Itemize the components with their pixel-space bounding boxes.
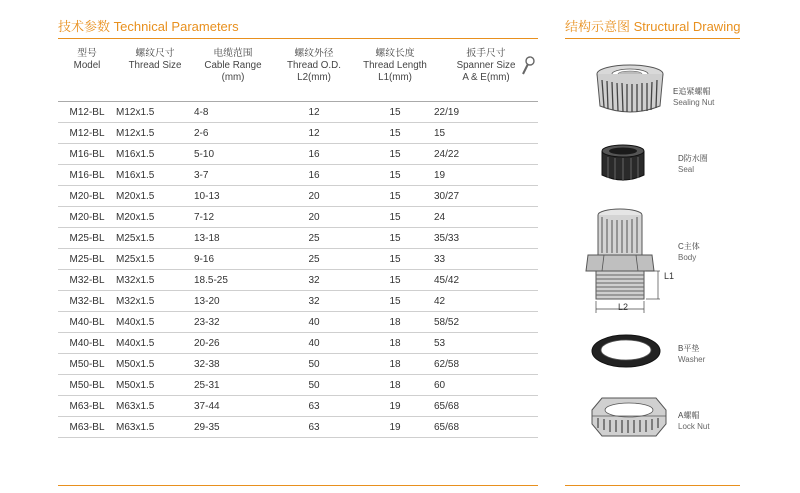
body-caption: C主体 Body (678, 242, 700, 262)
thread-od-cell: 63 (272, 396, 356, 417)
thread-od-cell: 20 (272, 186, 356, 207)
cable-range-cell: 25-31 (194, 375, 272, 396)
thread-size-cell: M25x1.5 (116, 249, 194, 270)
spanner-size-cell: 30/27 (434, 186, 538, 207)
thread-od-cell: 32 (272, 270, 356, 291)
thread-size-cell: M40x1.5 (116, 333, 194, 354)
table-row (58, 207, 538, 228)
thread-length-cell: 19 (356, 417, 434, 438)
sealing-nut-drawing (592, 60, 672, 120)
spanner-size-cell: 15 (434, 123, 538, 144)
model-cell: M20-BL (58, 186, 116, 207)
title-rule-right (565, 38, 740, 39)
table-row (58, 354, 538, 375)
bottom-rule-left (58, 485, 538, 486)
spanner-size-cell: 42 (434, 291, 538, 312)
thread-length-cell: 15 (356, 207, 434, 228)
thread-size-cell: M20x1.5 (116, 186, 194, 207)
model-cell: M12-BL (58, 102, 116, 123)
table-row (58, 291, 538, 312)
spanner-size-cell: 45/42 (434, 270, 538, 291)
thread-od-cell: 12 (272, 123, 356, 144)
lock-nut-drawing (588, 392, 670, 442)
spanner-size-cell: 35/33 (434, 228, 538, 249)
model-cell: M25-BL (58, 249, 116, 270)
thread-length-cell: 18 (356, 312, 434, 333)
cable-range-cell: 20-26 (194, 333, 272, 354)
model-cell: M12-BL (58, 123, 116, 144)
spanner-size-cell: 65/68 (434, 396, 538, 417)
table-row (58, 228, 538, 249)
structural-drawing-title: 结构示意图 Structural Drawing (565, 19, 741, 34)
cable-range-cell: 29-35 (194, 417, 272, 438)
model-cell: M32-BL (58, 270, 116, 291)
thread-size-cell: M16x1.5 (116, 144, 194, 165)
dimension-l2-label: L2 (618, 302, 629, 312)
thread-size-cell: M63x1.5 (116, 396, 194, 417)
thread-od-cell: 16 (272, 165, 356, 186)
table-row (58, 270, 538, 291)
thread-od-cell: 20 (272, 207, 356, 228)
dimension-l1-label: L1 (664, 271, 675, 281)
model-cell: M16-BL (58, 165, 116, 186)
cable-range-cell: 10-13 (194, 186, 272, 207)
thread-length-cell: 15 (356, 228, 434, 249)
cable-range-cell: 18.5-25 (194, 270, 272, 291)
cable-range-cell: 32-38 (194, 354, 272, 375)
table-row (58, 249, 538, 270)
table-row (58, 144, 538, 165)
cable-range-cell: 3-7 (194, 165, 272, 186)
spanner-size-cell: 22/19 (434, 102, 538, 123)
model-cell: M25-BL (58, 228, 116, 249)
thread-size-cell: M40x1.5 (116, 312, 194, 333)
spanner-size-cell: 24 (434, 207, 538, 228)
table-row (58, 375, 538, 396)
table-row (58, 186, 538, 207)
bottom-rule-right (565, 485, 740, 486)
thread-size-cell: M16x1.5 (116, 165, 194, 186)
thread-od-cell: 16 (272, 144, 356, 165)
washer-caption: B平垫 Washer (678, 344, 706, 364)
thread-length-cell: 15 (356, 144, 434, 165)
header-thread-size: 螺纹尺寸 Thread Size (116, 48, 194, 102)
cable-range-cell: 37-44 (194, 396, 272, 417)
model-cell: M63-BL (58, 396, 116, 417)
thread-length-cell: 15 (356, 249, 434, 270)
model-cell: M16-BL (58, 144, 116, 165)
thread-length-cell: 15 (356, 186, 434, 207)
thread-length-cell: 15 (356, 291, 434, 312)
header-cable-range: 电缆范围 Cable Range (mm) (194, 48, 272, 102)
header-thread-od: 螺纹外径 Thread O.D. L2(mm) (272, 48, 356, 102)
table-row (58, 417, 538, 438)
thread-od-cell: 25 (272, 228, 356, 249)
thread-size-cell: M50x1.5 (116, 354, 194, 375)
thread-od-cell: 50 (272, 354, 356, 375)
cable-range-cell: 4-8 (194, 102, 272, 123)
thread-od-cell: 40 (272, 312, 356, 333)
thread-size-cell: M12x1.5 (116, 123, 194, 144)
thread-length-cell: 15 (356, 123, 434, 144)
header-spanner-size: 扳手尺寸 Spanner Size A & E(mm) (434, 48, 538, 102)
spanner-size-cell: 62/58 (434, 354, 538, 375)
thread-length-cell: 18 (356, 354, 434, 375)
body-drawing (582, 205, 675, 317)
model-cell: M20-BL (58, 207, 116, 228)
thread-size-cell: M12x1.5 (116, 102, 194, 123)
thread-length-cell: 19 (356, 396, 434, 417)
cable-range-cell: 13-20 (194, 291, 272, 312)
thread-length-cell: 15 (356, 270, 434, 291)
cable-range-cell: 23-32 (194, 312, 272, 333)
table-row (58, 333, 538, 354)
thread-size-cell: M20x1.5 (116, 207, 194, 228)
thread-length-cell: 18 (356, 333, 434, 354)
spanner-size-cell: 33 (434, 249, 538, 270)
model-cell: M50-BL (58, 375, 116, 396)
spanner-size-cell: 53 (434, 333, 538, 354)
thread-od-cell: 12 (272, 102, 356, 123)
table-row (58, 165, 538, 186)
thread-od-cell: 32 (272, 291, 356, 312)
lock-nut-caption: A螺帽 Lock Nut (678, 411, 710, 431)
seal-drawing (598, 143, 648, 185)
model-cell: M63-BL (58, 417, 116, 438)
cable-range-cell: 5-10 (194, 144, 272, 165)
spanner-size-cell: 24/22 (434, 144, 538, 165)
model-cell: M40-BL (58, 333, 116, 354)
thread-od-cell: 40 (272, 333, 356, 354)
spanner-size-cell: 60 (434, 375, 538, 396)
washer-drawing (588, 330, 668, 372)
sealing-nut-caption: E追紧螺帽 Sealing Nut (673, 87, 715, 107)
thread-od-cell: 50 (272, 375, 356, 396)
thread-size-cell: M25x1.5 (116, 228, 194, 249)
table-row (58, 312, 538, 333)
cable-range-cell: 7-12 (194, 207, 272, 228)
thread-od-cell: 63 (272, 417, 356, 438)
thread-size-cell: M50x1.5 (116, 375, 194, 396)
thread-length-cell: 15 (356, 165, 434, 186)
spanner-size-cell: 58/52 (434, 312, 538, 333)
header-thread-length: 螺纹长度 Thread Length L1(mm) (356, 48, 434, 102)
table-row (58, 123, 538, 144)
table-row (58, 396, 538, 417)
table-row (58, 102, 538, 123)
parameters-table (58, 48, 538, 438)
model-cell: M40-BL (58, 312, 116, 333)
model-cell: M50-BL (58, 354, 116, 375)
thread-size-cell: M63x1.5 (116, 417, 194, 438)
thread-length-cell: 18 (356, 375, 434, 396)
cable-range-cell: 13-18 (194, 228, 272, 249)
thread-size-cell: M32x1.5 (116, 291, 194, 312)
seal-caption: D防水圈 Seal (678, 154, 708, 174)
title-rule-left (58, 38, 538, 39)
wrench-icon (520, 56, 536, 76)
thread-length-cell: 15 (356, 102, 434, 123)
header-model: 型号 Model (58, 48, 116, 102)
spanner-size-cell: 19 (434, 165, 538, 186)
technical-parameters-title: 技术参数 Technical Parameters (58, 19, 239, 34)
thread-size-cell: M32x1.5 (116, 270, 194, 291)
spanner-size-cell: 65/68 (434, 417, 538, 438)
model-cell: M32-BL (58, 291, 116, 312)
cable-range-cell: 2-6 (194, 123, 272, 144)
thread-od-cell: 25 (272, 249, 356, 270)
table-header-row (58, 48, 538, 102)
cable-range-cell: 9-16 (194, 249, 272, 270)
